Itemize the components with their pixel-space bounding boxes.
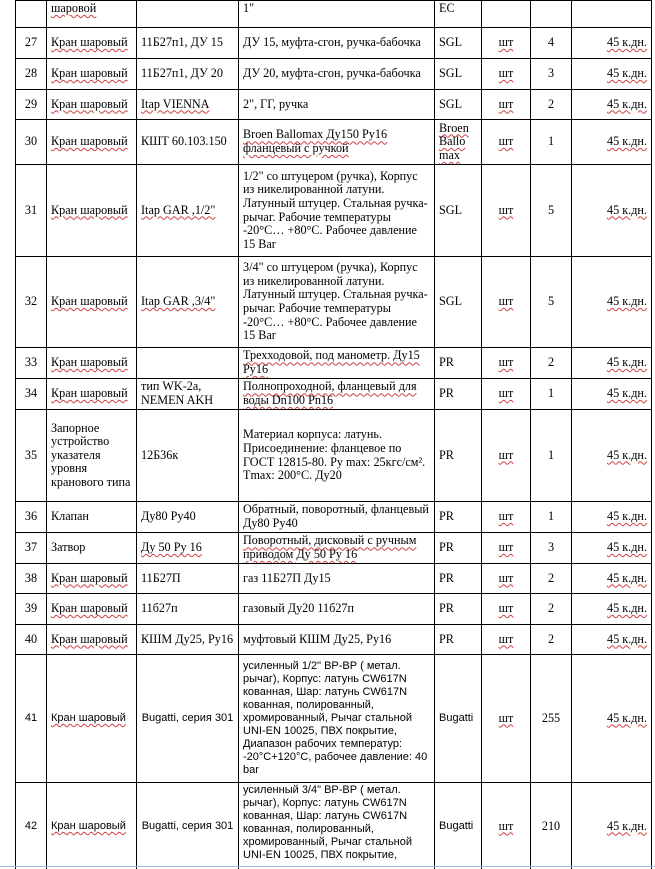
specification-table <box>15 0 652 869</box>
table-row <box>16 348 652 379</box>
item-quantity: 4 <box>531 28 572 59</box>
table-row <box>16 165 652 257</box>
table-row <box>16 120 652 165</box>
item-model: КШМ Ду25, Ру16 <box>137 625 239 655</box>
item-brand: PR <box>435 533 482 564</box>
item-unit: шт <box>482 625 531 655</box>
item-name: Затвор <box>47 533 137 564</box>
item-model: Ду80 Ру40 <box>137 502 239 533</box>
item-brand: Bugatti <box>435 655 482 783</box>
item-unit: шт <box>482 502 531 533</box>
row-number: 42 <box>16 783 47 869</box>
item-brand: SGL <box>435 90 482 120</box>
item-name: Кран шаровый <box>47 625 137 655</box>
item-description: Полнопроходной, фланцевый для воды Dn100 Pn16 <box>239 379 435 410</box>
item-description: 2", ГГ, ручка <box>239 90 435 120</box>
item-unit: шт <box>482 783 531 869</box>
item-name: Кран шаровый <box>47 165 137 257</box>
item-name: Запорное устройство указателя уровня кранового типа <box>47 410 137 502</box>
page-edge-line <box>0 866 655 867</box>
table-row <box>16 28 652 59</box>
item-description: муфтовый КШМ Ду25, Ру16 <box>239 625 435 655</box>
item-unit: шт <box>482 348 531 379</box>
item-name: Кран шаровый <box>47 594 137 625</box>
row-number: 30 <box>16 120 47 165</box>
table-row <box>16 90 652 120</box>
item-delivery-term: 45 к.дн. <box>572 533 652 564</box>
item-model: Itap GAR ,3/4" <box>137 257 239 348</box>
item-delivery-term: 45 к.дн. <box>572 90 652 120</box>
item-delivery-term: 45 к.дн. <box>572 348 652 379</box>
item-description: газовый Ду20 11б27п <box>239 594 435 625</box>
item-unit: шт <box>482 379 531 410</box>
item-brand: SGL <box>435 165 482 257</box>
item-quantity: 1 <box>531 120 572 165</box>
item-delivery-term: 45 к.дн. <box>572 379 652 410</box>
item-unit <box>482 1 531 28</box>
table-row <box>16 783 652 869</box>
item-brand: SGL <box>435 59 482 90</box>
item-quantity: 1 <box>531 502 572 533</box>
item-description: ДУ 15, муфта-сгон, ручка-бабочка <box>239 28 435 59</box>
item-delivery-term: 45 к.дн. <box>572 410 652 502</box>
item-model: 11Б27П <box>137 564 239 594</box>
item-description: усиленный 1/2" ВР-ВР ( метал. рычаг), Корпус: латунь CW617N кованная, Шар: латунь CW617N кованная, полированный, хромированный, Рычаг стальной UNI-EN 10025, ПВХ покрытие, Диапазон рабочих температур: -20°С+120°С, рабочее давление: 40 bar <box>239 655 435 783</box>
item-brand: PR <box>435 379 482 410</box>
item-quantity <box>531 1 572 28</box>
row-number: 40 <box>16 625 47 655</box>
item-model: тип WK-2a, NEMEN AKH <box>137 379 239 410</box>
item-name: Кран шаровый <box>47 379 137 410</box>
table-row <box>16 564 652 594</box>
item-model: Itap VIENNA <box>137 90 239 120</box>
table-row <box>16 533 652 564</box>
item-model: Bugatti, серия 301 <box>137 655 239 783</box>
item-delivery-term: 45 к.дн. <box>572 120 652 165</box>
item-unit: шт <box>482 28 531 59</box>
item-quantity: 1 <box>531 410 572 502</box>
table-row <box>16 59 652 90</box>
item-description: Обратный, поворотный, фланцевый Ду80 Ру40 <box>239 502 435 533</box>
item-quantity: 210 <box>531 783 572 869</box>
row-number: 37 <box>16 533 47 564</box>
row-number: 29 <box>16 90 47 120</box>
item-name: шаровой <box>47 1 137 28</box>
table-row <box>16 655 652 783</box>
item-delivery-term: 45 к.дн. <box>572 783 652 869</box>
item-quantity: 2 <box>531 625 572 655</box>
item-delivery-term: 45 к.дн. <box>572 257 652 348</box>
item-brand: SGL <box>435 28 482 59</box>
item-model <box>137 1 239 28</box>
item-quantity: 3 <box>531 59 572 90</box>
item-delivery-term: 45 к.дн. <box>572 28 652 59</box>
item-unit: шт <box>482 564 531 594</box>
item-name: Кран шаровый <box>47 783 137 869</box>
table-row <box>16 1 652 28</box>
item-quantity: 1 <box>531 379 572 410</box>
item-name: Клапан <box>47 502 137 533</box>
item-delivery-term <box>572 1 652 28</box>
item-unit: шт <box>482 594 531 625</box>
item-model: Ду 50 Ру 16 <box>137 533 239 564</box>
row-number <box>16 1 47 28</box>
item-description: Broen Ballomax Ду150 Ру16 фланцевый с ручкой <box>239 120 435 165</box>
item-description: 1" <box>239 1 435 28</box>
row-number: 36 <box>16 502 47 533</box>
item-description: ДУ 20, муфта-сгон, ручка-бабочка <box>239 59 435 90</box>
item-quantity: 2 <box>531 594 572 625</box>
item-description: Трехходовой, под манометр. Ду15 Ру16 <box>239 348 435 379</box>
item-model: 11Б27п1, ДУ 15 <box>137 28 239 59</box>
row-number: 34 <box>16 379 47 410</box>
item-delivery-term: 45 к.дн. <box>572 655 652 783</box>
item-name: Кран шаровый <box>47 28 137 59</box>
table-row <box>16 410 652 502</box>
item-quantity: 2 <box>531 564 572 594</box>
item-description: Материал корпуса: латунь. Присоединение: фланцевое по ГОСТ 12815-80. Ру max: 25кгс/см². Tmax: 200°С. Ду20 <box>239 410 435 502</box>
item-brand: PR <box>435 502 482 533</box>
item-quantity: 5 <box>531 165 572 257</box>
item-delivery-term: 45 к.дн. <box>572 59 652 90</box>
item-brand: PR <box>435 564 482 594</box>
item-quantity: 3 <box>531 533 572 564</box>
row-number: 41 <box>16 655 47 783</box>
item-model: КШТ 60.103.150 <box>137 120 239 165</box>
item-model: 12Б36к <box>137 410 239 502</box>
row-number: 27 <box>16 28 47 59</box>
item-brand: PR <box>435 348 482 379</box>
item-quantity: 5 <box>531 257 572 348</box>
row-number: 28 <box>16 59 47 90</box>
row-number: 38 <box>16 564 47 594</box>
row-number: 31 <box>16 165 47 257</box>
item-description: усиленный 3/4" ВР-ВР ( метал. рычаг), Корпус: латунь CW617N кованная, Шар: латунь CW617N кованная, полированный, хромированный, Рычаг стальной UNI-EN 10025, ПВХ покрытие, <box>239 783 435 869</box>
item-description: 1/2" со штуцером (ручка), Корпус из никелированной латуни. Латунный штуцер. Стальная ручка-рычаг. Рабочие температуры -20°С… +80°С. Рабочее давление 15 Bar <box>239 165 435 257</box>
item-description: 3/4" со штуцером (ручка), Корпус из никелированной латуни. Латунный штуцер. Стальная ручка-рычаг. Рабочие температуры -20°С… +80°С. Рабочее давление 15 Bar <box>239 257 435 348</box>
item-delivery-term: 45 к.дн. <box>572 165 652 257</box>
item-model: Bugatti, серия 301 <box>137 783 239 869</box>
item-delivery-term: 45 к.дн. <box>572 594 652 625</box>
item-name: Кран шаровый <box>47 564 137 594</box>
item-delivery-term: 45 к.дн. <box>572 625 652 655</box>
row-number: 35 <box>16 410 47 502</box>
item-delivery-term: 45 к.дн. <box>572 502 652 533</box>
item-name: Кран шаровый <box>47 348 137 379</box>
item-unit: шт <box>482 533 531 564</box>
item-name: Кран шаровый <box>47 257 137 348</box>
row-number: 39 <box>16 594 47 625</box>
item-name: Кран шаровый <box>47 655 137 783</box>
item-unit: шт <box>482 257 531 348</box>
item-name: Кран шаровый <box>47 90 137 120</box>
item-unit: шт <box>482 90 531 120</box>
item-unit: шт <box>482 59 531 90</box>
item-model: Itap GAR ,1/2" <box>137 165 239 257</box>
item-brand: SGL <box>435 257 482 348</box>
item-description: Поворотный, дисковый с ручным приводом Ду 50 Ру 16 <box>239 533 435 564</box>
item-unit: шт <box>482 120 531 165</box>
item-unit: шт <box>482 655 531 783</box>
item-brand: Bugatti <box>435 783 482 869</box>
item-model: 11Б27п1, ДУ 20 <box>137 59 239 90</box>
item-quantity: 2 <box>531 348 572 379</box>
item-brand: EC <box>435 1 482 28</box>
item-unit: шт <box>482 165 531 257</box>
table-row <box>16 594 652 625</box>
item-brand: PR <box>435 410 482 502</box>
item-delivery-term: 45 к.дн. <box>572 564 652 594</box>
item-quantity: 2 <box>531 90 572 120</box>
item-brand: PR <box>435 625 482 655</box>
table-row <box>16 379 652 410</box>
row-number: 32 <box>16 257 47 348</box>
item-quantity: 255 <box>531 655 572 783</box>
item-description: газ 11Б27П Ду15 <box>239 564 435 594</box>
item-name: Кран шаровый <box>47 120 137 165</box>
item-model <box>137 348 239 379</box>
item-unit: шт <box>482 410 531 502</box>
item-brand: Broen Ballo max <box>435 120 482 165</box>
table-row <box>16 257 652 348</box>
table-row <box>16 625 652 655</box>
item-brand: PR <box>435 594 482 625</box>
item-name: Кран шаровый <box>47 59 137 90</box>
table-row <box>16 502 652 533</box>
row-number: 33 <box>16 348 47 379</box>
item-model: 11б27п <box>137 594 239 625</box>
